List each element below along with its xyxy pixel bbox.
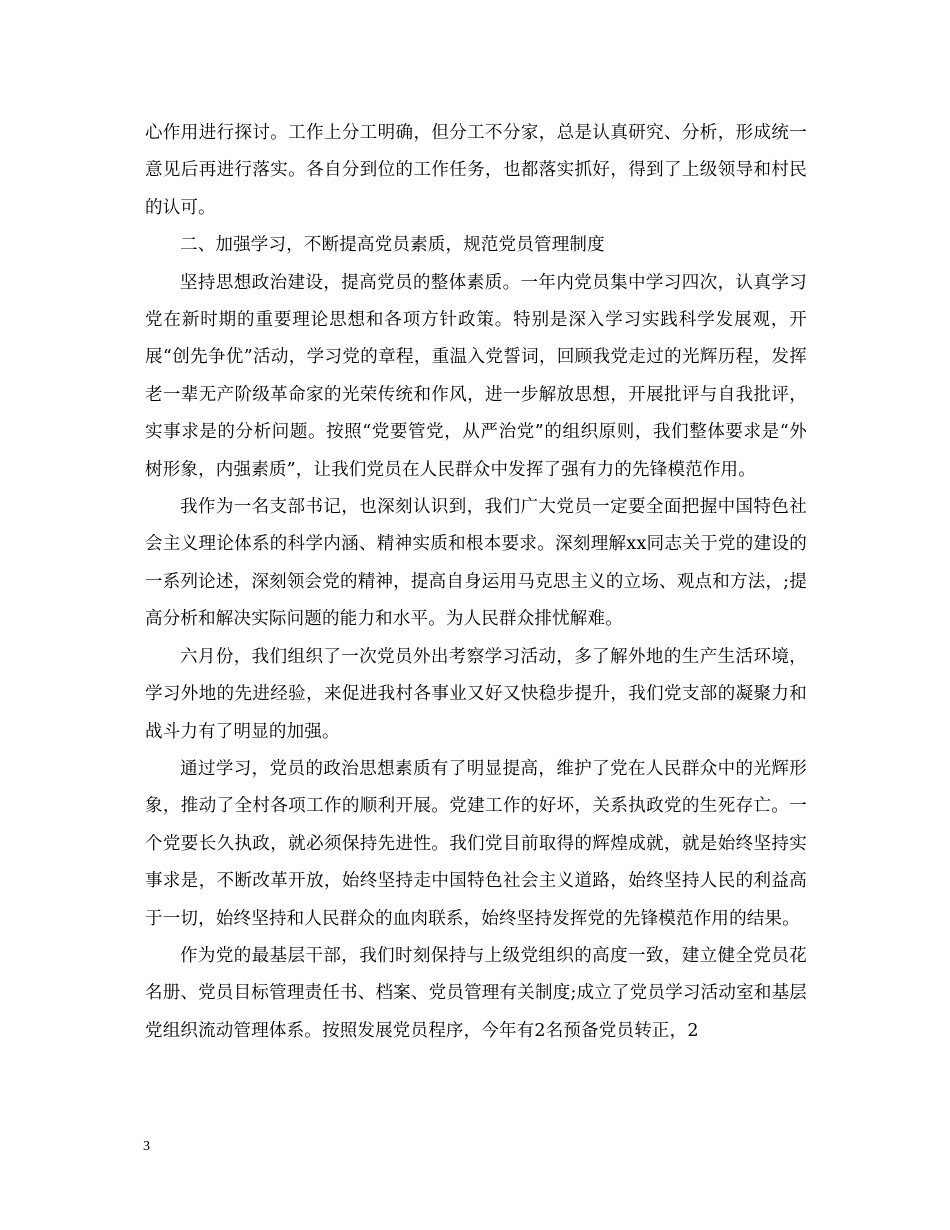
paragraph-3: 我作为一名支部书记，也深刻认识到，我们广大党员一定要全面把握中国特色社会主义理论体系的科学内涵、精神实质和根本要求。深刻理解xx同志关于党的建设的一系列论述，深刻领会党的精神，提高自身运用马克思主义的立场、观点和方法，;提高分析和解决实际问题的能力和水平。为人民群众排忧解难。 [145, 497, 807, 630]
body-text [145, 115, 807, 1050]
paragraph-5: 通过学习，党员的政治思想素质有了明显提高，维护了党在人民群众中的光辉形象，推动了全村各项工作的顺利开展。党建工作的好坏，关系执政党的生死存亡。一个党要长久执政，就必须保持先进性。我们党目前取得的辉煌成就，就是始终坚持实事求是，不断改革开放，始终坚持走中国特色社会主义道路，始终坚持人民的利益高于一切，始终坚持和人民群众的血肉联系，始终坚持发挥党的先锋模范作用的结果。 [145, 758, 807, 929]
section-heading: 二、加强学习，不断提高党员素质，规范党员管理制度 [180, 235, 605, 256]
paragraph-1: 心作用进行探讨。工作上分工明确，但分工不分家，总是认真研究、分析，形成统一意见后再进行落实。各自分到位的工作任务，也都落实抓好，得到了上级领导和村民的认可。 [145, 123, 807, 218]
paragraph-4: 六月份，我们组织了一次党员外出考察学习活动，多了解外地的生产生活环境，学习外地的先进经验，来促进我村各事业又好又快稳步提升，我们党支部的凝聚力和战斗力有了明显的加强。 [145, 646, 807, 742]
paragraph-2: 坚持思想政治建设，提高党员的整体素质。一年内党员集中学习四次，认真学习党在新时期的重要理论思想和各项方针政策。特别是深入学习实践科学发展观，开展“创先争优”活动，学习党的章程，重温入党誓词，回顾我党走过的光辉历程，发挥老一辈无产阶级革命家的光荣传统和作风，进一步解放思想，开展批评与自我批评，实事求是的分析问题。按照“党要管党，从严治党”的组织原则，我们整体要求是“外树形象，内强素质”，让我们党员在人民群众中发挥了强有力的先锋模范作用。 [145, 272, 807, 480]
page-number: 3 [143, 1139, 150, 1154]
paragraph-6: 作为党的最基层干部，我们时刻保持与上级党组织的高度一致，建立健全党员花名册、党员目标管理责任书、档案、党员管理有关制度;成立了党员学习活动室和基层党组织流动管理体系。按照发展党员程序，今年有2名预备党员转正，2 [145, 945, 807, 1041]
